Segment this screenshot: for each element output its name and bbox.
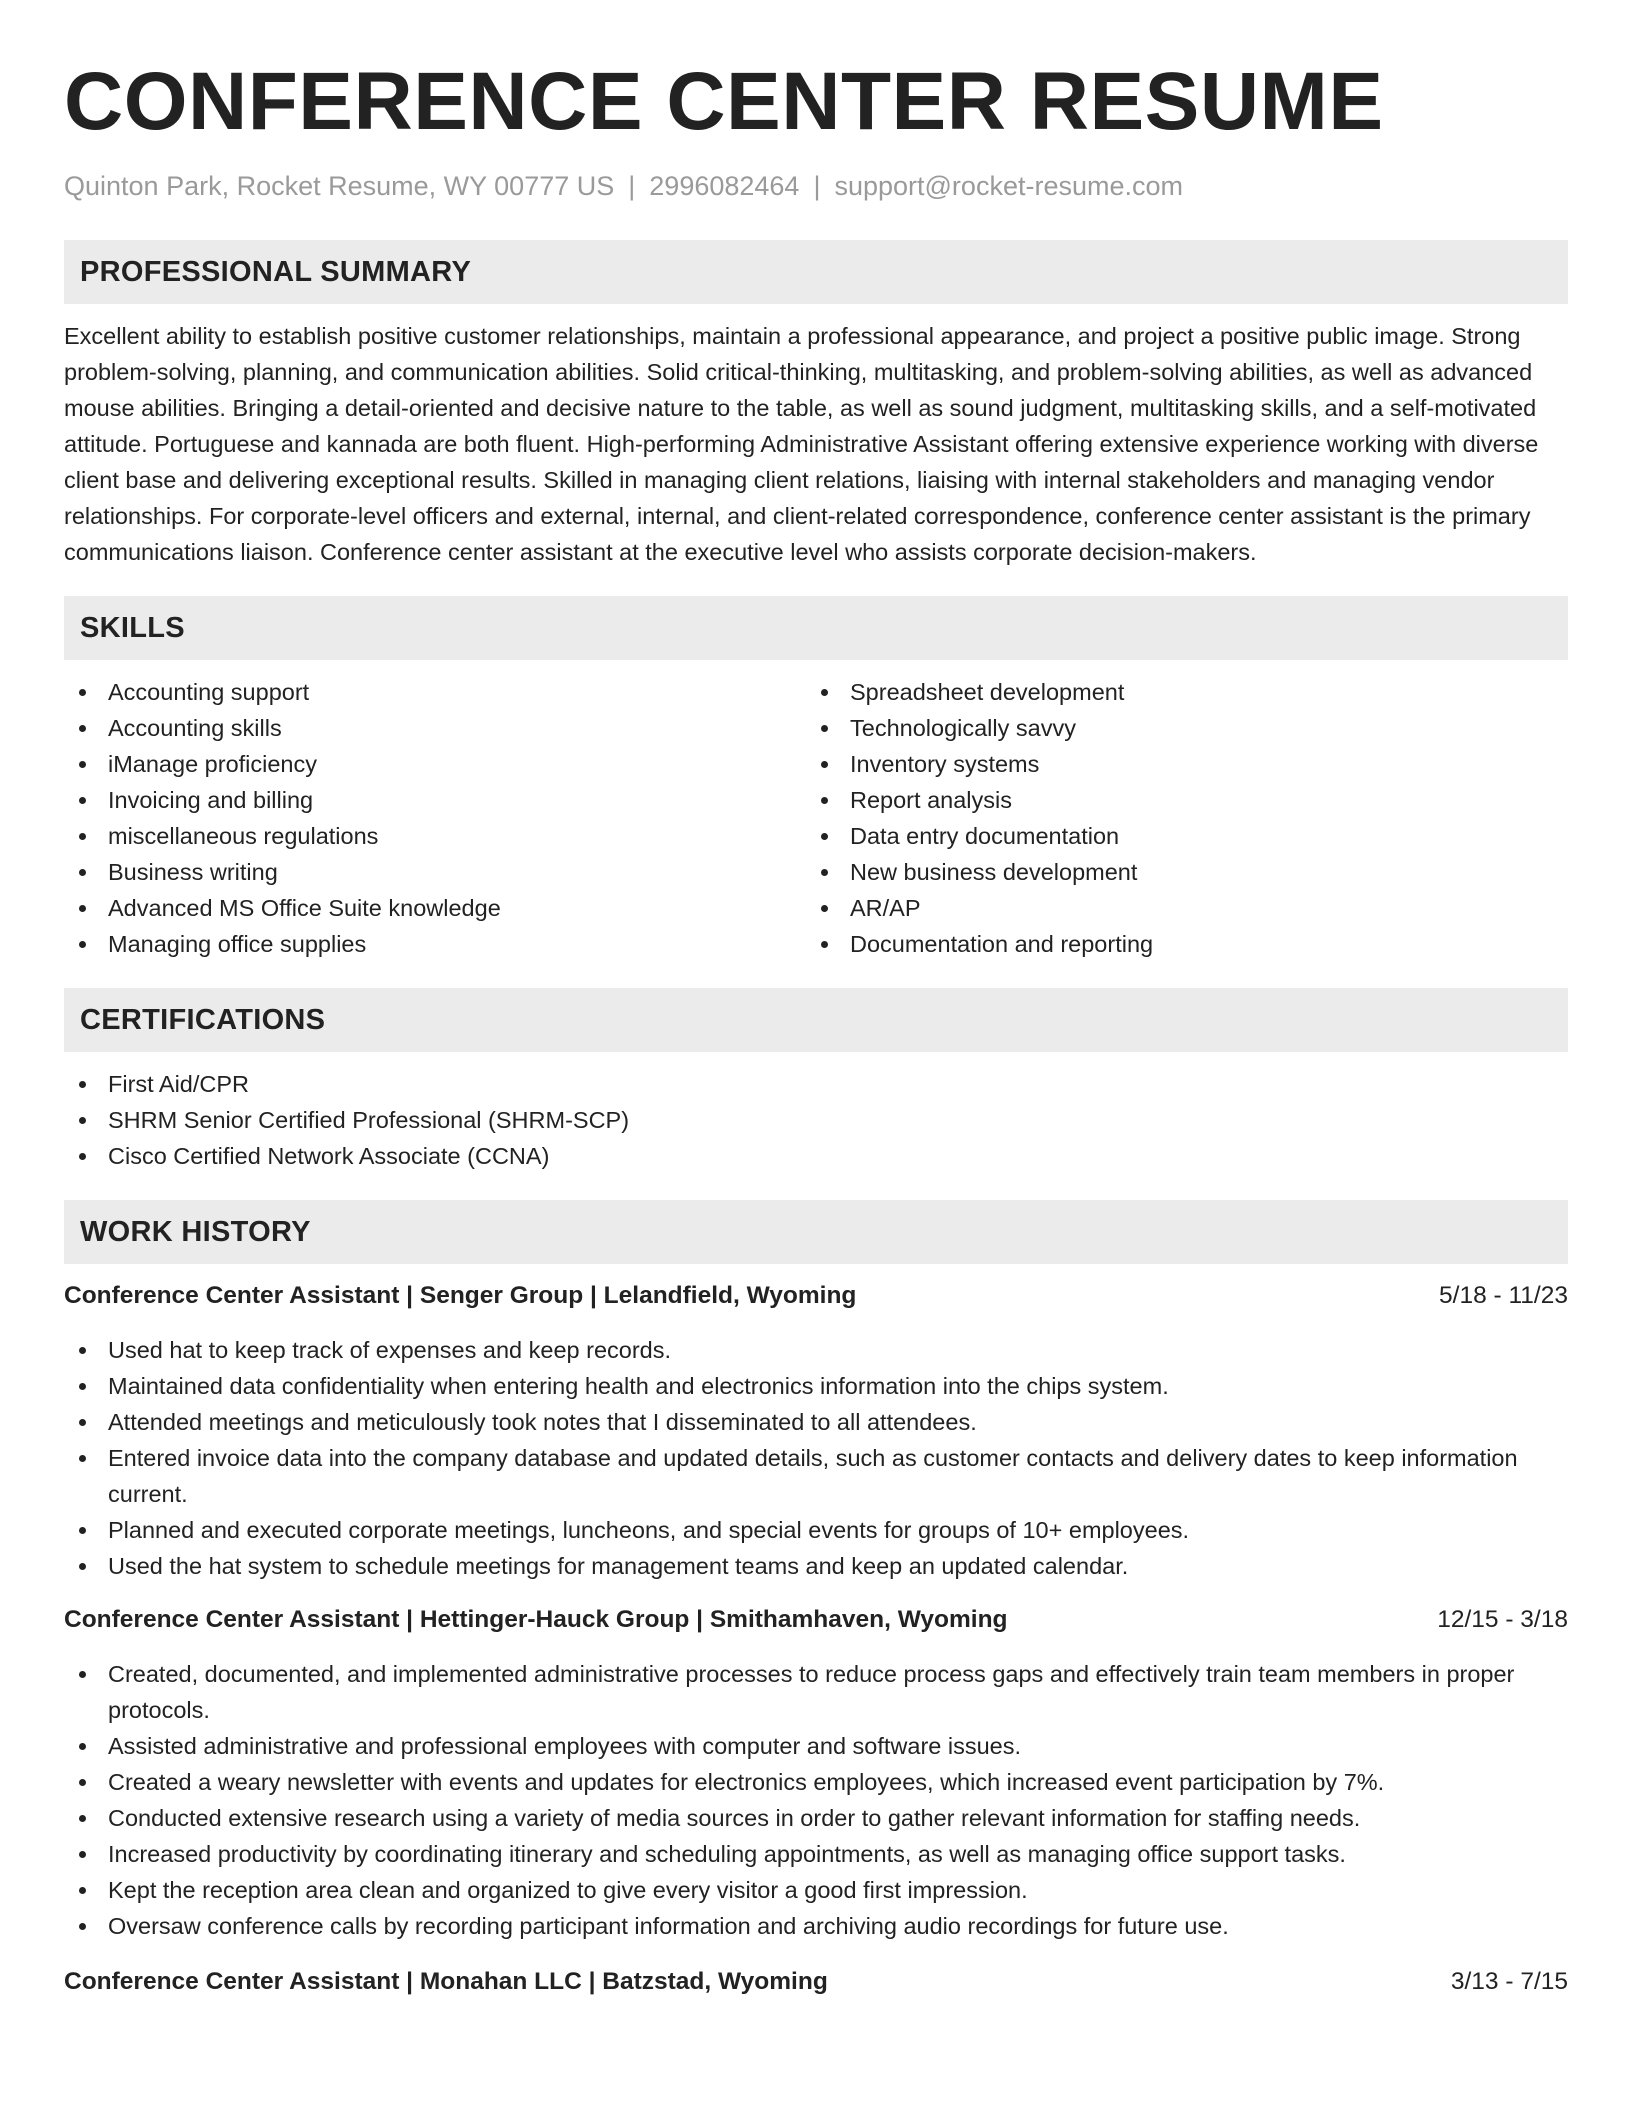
job-dates: 3/13 - 7/15: [1450, 1968, 1568, 1995]
section-header-work-history: [64, 1200, 1568, 1264]
summary-text: Excellent ability to establish positive customer relationships, maintain a professional appearance, and project a positive public image. Strong problem-solving, planning, and communication abilities. Solid critical-thinking, multitasking, and problem-solving abilities, as well as advanced mouse abilities. Bringing a detail-oriented and decisive nature to the table, as well as sound judgment, multitasking skills, and a self-motivated attitude. Portuguese and kannada are both fluent. High-performing Administrative Assistant offering extensive experience working with diverse client base and delivering exceptional results. Skilled in managing client relations, liaising with internal stakeholders and managing vendor relationships. For corporate-level officers and external, internal, and client-related correspondence, conference center assistant is the primary communications liaison. Conference center assistant at the executive level who assists corporate decision-makers.: [64, 323, 1539, 565]
certification-item: Cisco Certified Network Associate (CCNA): [64, 1138, 1568, 1174]
job-dates: 5/18 - 11/23: [1439, 1282, 1568, 1309]
job-title: Conference Center Assistant | Hettinger-Hauck Group | Smithamhaven, Wyoming: [64, 1606, 1008, 1633]
contact-address: Quinton Park, Rocket Resume, WY 00777 US: [64, 171, 615, 201]
skill-item: Invoicing and billing: [64, 782, 806, 818]
section-title-certifications: CERTIFICATIONS: [80, 1003, 326, 1036]
job-duty-item: Maintained data confidentiality when entering health and electronics information into the chips system.: [64, 1368, 1568, 1404]
skill-item: Documentation and reporting: [806, 926, 1548, 962]
section-header-certifications: [64, 988, 1568, 1052]
skill-item: Spreadsheet development: [806, 674, 1548, 710]
job-entry: [64, 1964, 1568, 2000]
job-duty-item: Oversaw conference calls by recording participant information and archiving audio recordings for future use.: [64, 1908, 1568, 1944]
job-header: [64, 1964, 1568, 2000]
skill-item: Data entry documentation: [806, 818, 1548, 854]
job-duty-item: Entered invoice data into the company database and updated details, such as customer contacts and delivery dates to keep information current.: [64, 1440, 1568, 1512]
certification-item: SHRM Senior Certified Professional (SHRM-SCP): [64, 1102, 1568, 1138]
contact-separator: |: [813, 171, 821, 201]
job-duty-item: Attended meetings and meticulously took notes that I disseminated to all attendees.: [64, 1404, 1568, 1440]
job-duty-item: Used hat to keep track of expenses and keep records.: [64, 1332, 1568, 1368]
section-header-summary: [64, 240, 1568, 304]
job-duty-item: Assisted administrative and professional employees with computer and software issues.: [64, 1728, 1568, 1764]
job-header: [64, 1278, 1568, 1314]
skill-item: AR/AP: [806, 890, 1548, 926]
job-duty-item: Used the hat system to schedule meetings for management teams and keep an updated calendar.: [64, 1548, 1568, 1584]
skill-item: Advanced MS Office Suite knowledge: [64, 890, 806, 926]
skills-column-left: [64, 674, 806, 962]
skill-item: Report analysis: [806, 782, 1548, 818]
skill-item: Accounting support: [64, 674, 806, 710]
job-duty-item: Kept the reception area clean and organized to give every visitor a good first impression.: [64, 1872, 1568, 1908]
section-header-skills: [64, 596, 1568, 660]
contact-phone: 2996082464: [649, 171, 800, 201]
skills-list: [64, 674, 1568, 962]
job-title: Conference Center Assistant | Monahan LLC | Batzstad, Wyoming: [64, 1968, 828, 1995]
job-dates: 12/15 - 3/18: [1437, 1606, 1568, 1633]
job-duty-item: Increased productivity by coordinating itinerary and scheduling appointments, as well as managing office support tasks.: [64, 1836, 1568, 1872]
resume-title: CONFERENCE CENTER RESUME: [64, 56, 1384, 147]
job-duties-list: [64, 1332, 1568, 1584]
section-title-summary: PROFESSIONAL SUMMARY: [80, 255, 472, 288]
skill-item: New business development: [806, 854, 1548, 890]
contact-line: [64, 168, 1568, 204]
skill-item: iManage proficiency: [64, 746, 806, 782]
job-entry: [64, 1602, 1568, 1944]
skills-column-right: [806, 674, 1548, 962]
job-duty-item: Conducted extensive research using a variety of media sources in order to gather relevant information for staffing needs.: [64, 1800, 1568, 1836]
job-entry: [64, 1278, 1568, 1584]
skill-item: Technologically savvy: [806, 710, 1548, 746]
contact-email: support@rocket-resume.com: [834, 171, 1183, 201]
contact-separator: |: [628, 171, 636, 201]
certifications-list: [64, 1066, 1568, 1174]
skill-item: Business writing: [64, 854, 806, 890]
job-title: Conference Center Assistant | Senger Group | Lelandfield, Wyoming: [64, 1282, 857, 1309]
job-duty-item: Created a weary newsletter with events and updates for electronics employees, which increased event participation by 7%.: [64, 1764, 1568, 1800]
certification-item: First Aid/CPR: [64, 1066, 1568, 1102]
job-duty-item: Created, documented, and implemented administrative processes to reduce process gaps and effectively train team members in proper protocols.: [64, 1656, 1568, 1728]
job-header: [64, 1602, 1568, 1638]
job-duty-item: Planned and executed corporate meetings, luncheons, and special events for groups of 10+ employees.: [64, 1512, 1568, 1548]
skill-item: Accounting skills: [64, 710, 806, 746]
skill-item: Inventory systems: [806, 746, 1548, 782]
section-title-skills: SKILLS: [80, 611, 185, 644]
skill-item: Managing office supplies: [64, 926, 806, 962]
skill-item: miscellaneous regulations: [64, 818, 806, 854]
section-title-work-history: WORK HISTORY: [80, 1215, 311, 1248]
job-duties-list: [64, 1656, 1568, 1944]
